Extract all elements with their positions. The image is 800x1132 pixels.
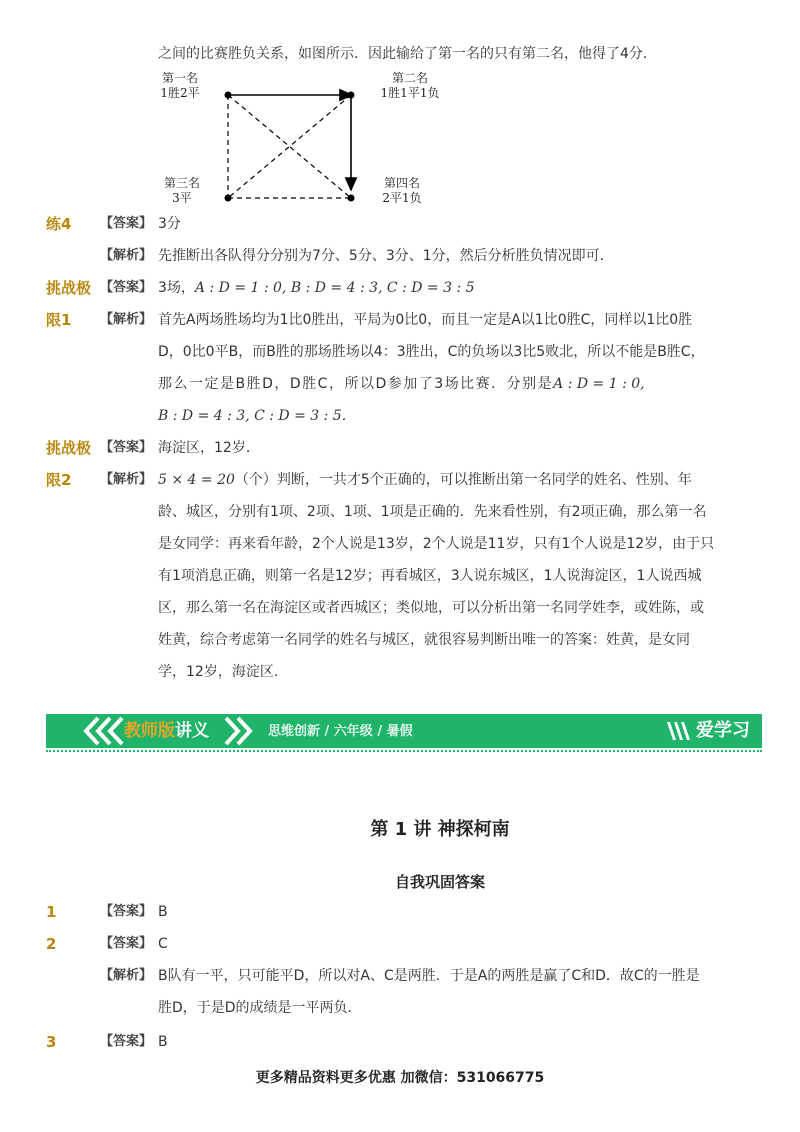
tz2-analysis-line4: 有1项消息正确，则第一名是12岁；再看城区，3人说东城区，1人说海淀区，1人说西城 [158,568,702,584]
team2-record: 1胜1平1负 [380,86,440,100]
answer-tag: 【答案】 [100,216,153,231]
brand-name: 爱学习 [696,720,750,741]
tz2-analysis-line6: 姓黄，综合考虑第一名同学的姓名与城区，就很容易判断出唯一的答案：姓黄，是女同 [158,632,690,648]
answer-tag: 【答案】 [100,904,153,919]
banner-subtitle: 思维创新 / 六年级 / 暑假 [268,724,413,739]
analysis-tag: 【解析】 [100,472,153,487]
answer-tag: 【答案】 [100,280,153,295]
q2-analysis-line2: 胜D，于是D的成绩是一平两负． [158,1000,362,1016]
node-team2 [348,92,355,99]
tz1-answer-math: A : D = 1 : 0, B : D = 4 : 3, C : D = 3 : 5 [194,280,475,296]
banner-title-a: 教师版 [124,721,175,741]
brand-logo [664,718,758,744]
brand-mark-icon [664,718,694,744]
footer-promo: 更多精品资料更多优惠 加微信：531066775 [255,1070,545,1086]
label-tiaozhan-2: 挑战极 [46,439,92,457]
tz1-analysis-line3 [158,374,645,394]
tz2-analysis-line1 [158,470,692,490]
tz1-analysis-line3-text: 那么一定是B胜D，D胜C，所以D参加了3场比赛．分别是 [158,376,554,392]
tz2-analysis-line1-text: （个）判断，一共才5个正确的，可以推断出第一名同学的姓名、性别、年 [234,472,692,488]
section-title: 自我巩固答案 [394,873,485,891]
tz2-analysis-line2: 龄、城区，分别有1项、2项、1项、1项是正确的．先来看性别，有2项正确，那么第一名 [158,504,707,520]
tz1-analysis-line1: 首先A两场胜场均为1比0胜出，平局为0比0，而且一定是A以1比0胜C，同样以1比0胜 [158,312,693,328]
node-team1 [225,92,232,99]
team1-name: 第一名 [161,71,198,85]
analysis-tag: 【解析】 [100,312,153,327]
banner-title [124,720,209,742]
q2-analysis-line1: B队有一平，只可能平D，所以对A、C是两胜．于是A的两胜是赢了C和D．故C的一胜是 [158,968,700,984]
team1-record: 1胜2平 [160,86,200,100]
node-team3 [225,195,232,202]
q3-number: 3 [46,1033,57,1051]
label-tiaozhan-1: 挑战极 [46,279,92,297]
q2-number: 2 [46,935,57,953]
team3-record: 3平 [172,191,192,205]
analysis-tag: 【解析】 [100,968,153,983]
tz1-analysis-line4: B : D = 4 : 3, C : D = 3 : 5. [158,408,347,424]
tz2-analysis-line5: 区，那么第一名在海淀区或者西城区；类似地，可以分析出第一名同学姓李，或姓陈，或 [158,600,704,616]
tz2-answer: 海淀区，12岁． [158,440,260,456]
tz1-analysis-line3-math: A : D = 1 : 0, [553,376,645,392]
node-team4 [348,195,355,202]
team4-name: 第四名 [383,176,420,190]
label-xian2: 限2 [46,471,72,489]
q3-answer: B [158,1034,168,1050]
tz2-analysis-math: 5 × 4 = 20 [158,472,235,488]
lecture-title: 第 1 讲 神探柯南 [370,819,510,840]
q2-answer: C [158,936,168,952]
team4-record: 2平1负 [382,191,422,205]
lian4-answer: 3分 [158,216,181,232]
intro-text: 之间的比赛胜负关系，如图所示．因此输给了第一名的只有第二名，他得了4分． [158,46,657,62]
banner-title-b: 讲义 [175,721,209,741]
label-lian4: 练4 [46,215,72,233]
answer-tag: 【答案】 [100,936,153,951]
team2-name: 第二名 [391,71,428,85]
team3-name: 第三名 [163,176,200,190]
analysis-tag: 【解析】 [100,248,153,263]
q1-answer: B [158,904,168,920]
q1-number: 1 [46,903,57,921]
tz1-answer [158,278,475,298]
tz2-analysis-line3: 是女同学：再来看年龄，2个人说是13岁，2个人说是11岁，只有1个人说是12岁，由于只 [158,536,715,552]
tz1-analysis-line2: D，0比0平B，而B胜的那场胜场以4：3胜出，C的负场以3比5败北，所以不能是B胜C， [158,344,705,360]
teacher-edition-banner [46,714,762,748]
tz1-answer-prefix: 3场， [158,280,195,296]
tz2-analysis-line7: 学，12岁，海淀区． [158,664,288,680]
tournament-diagram [140,66,460,211]
lian4-analysis: 先推断出各队得分分别为7分、5分、3分、1分，然后分析胜负情况即可． [158,248,614,264]
answer-tag: 【答案】 [100,440,153,455]
label-xian1: 限1 [46,311,72,329]
answer-tag: 【答案】 [100,1034,153,1049]
banner-dotted-rule [46,750,762,752]
